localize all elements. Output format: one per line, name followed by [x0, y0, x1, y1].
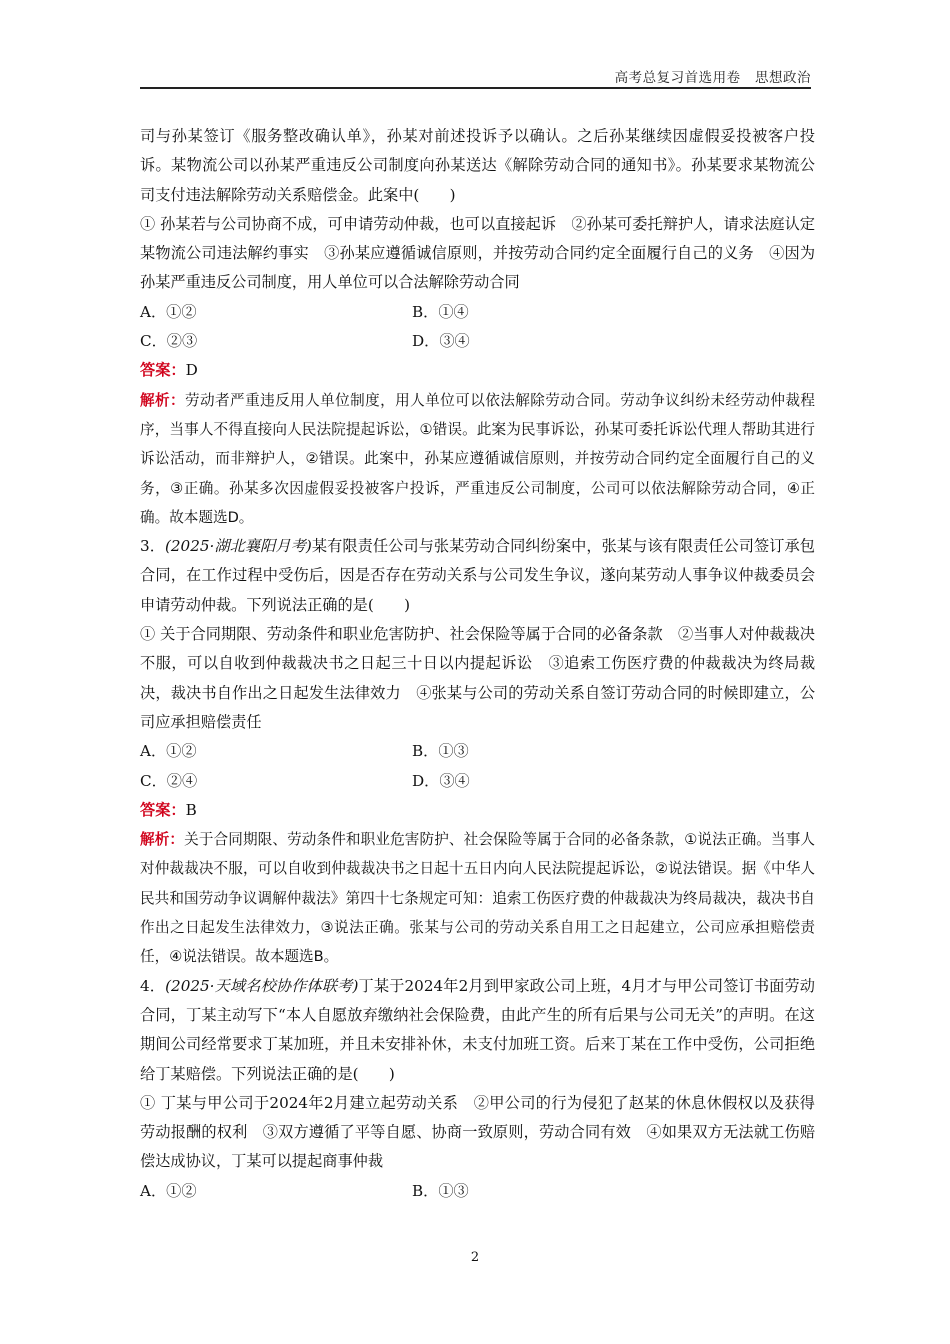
- q2-explanation-text: 劳动者严重违反用人单位制度，用人单位可以依法解除劳动合同。劳动争议纠纷未经劳动仲裁程序，当事人不得直接向人民法院提起诉讼，①错误。此案为民事诉讼，孙某可委托诉讼代理人帮助其进行诉讼活动，而非辩护人，②错误。此案中，孙某应遵循诚信原则，并按劳动合同约定全面履行自己的义务，③正确。孙某多次因虚假妥投被客户投诉，严重违反公司制度，公司可以依法解除劳动合同，④正确。故本题选D。: [140, 391, 815, 526]
- header-subject: 思想政治: [755, 70, 811, 86]
- q4-option-b: B．①③: [412, 1181, 469, 1200]
- header-title: 高考总复习首选用卷: [614, 70, 741, 86]
- q3-source: (2025·湖北襄阳月考): [164, 537, 312, 556]
- q2-option-c: C．②③: [140, 332, 198, 351]
- q3-options-row-2: [140, 767, 815, 796]
- q4-stem: [140, 972, 815, 1089]
- q2-answer: [140, 356, 815, 385]
- q2-statements: ① 孙某若与公司协商不成，可申请劳动仲裁，也可以直接起诉 ②孙某可委托辩护人，请求法庭认定某物流公司违法解约事实 ③孙某应遵循诚信原则，并按劳动合同约定全面履行自己的义务 ④因为孙某严重违反公司制度，用人单位可以合法解除劳动合同: [140, 214, 815, 292]
- q2-option-b: B．①④: [412, 302, 469, 321]
- q3-answer-label: 答案：: [140, 800, 186, 819]
- q3-option-d: D．③④: [412, 771, 470, 790]
- q3-explanation-text: 关于合同期限、劳动条件和职业危害防护、社会保险等属于合同的必备条款，①说法正确。当事人对仲裁裁决不服，可以自收到仲裁裁决书之日起十五日内向人民法院提起诉讼，②说法错误。据《中华人民共和国劳动争议调解仲裁法》第四十七条规定可知：追索工伤医疗费的仲裁裁决为终局裁决，裁决书自作出之日起发生法律效力，③说法正确。张某与公司的劳动关系自用工之日起建立，公司应承担赔偿责任，④说法错误。故本题选B。: [140, 831, 815, 966]
- q2-explanation-label: 解析：: [140, 391, 186, 409]
- page-number: 2: [470, 1250, 480, 1265]
- q2-options-row-2: [140, 327, 815, 356]
- q2-answer-label: 答案：: [140, 361, 186, 380]
- q3-stem: [140, 532, 815, 620]
- q2-explanation: [140, 386, 815, 532]
- page-content: [140, 122, 815, 1206]
- q2-options-row-1: [140, 298, 815, 327]
- header-rule: [140, 87, 811, 89]
- q3-explanation-label: 解析：: [140, 831, 185, 849]
- q3-answer-value: B: [185, 800, 197, 819]
- q4-stem-text: 丁某于2024年2月到甲家政公司上班，4月才与甲公司签订书面劳动合同，丁某主动写下“本人自愿放弃缴纳社会保险费，由此产生的所有后果与公司无关”的声明。在这期间公司经常要求丁某加班，并且未安排补休，未支付加班工资。后来丁某在工作中受伤，公司拒绝给丁某赔偿。下列说法正确的是( ): [140, 976, 815, 1083]
- q4-statements: ① 丁某与甲公司于2024年2月建立起劳动关系 ②甲公司的行为侵犯了赵某的休息休假权以及获得劳动报酬的权利 ③双方遵循了平等自愿、协商一致原则，劳动合同有效 ④如果双方无法就工伤赔偿达成协议，丁某可以提起商事仲裁: [140, 1093, 815, 1171]
- q3-explanation: [140, 825, 815, 971]
- q4-options-row-1: [140, 1177, 815, 1206]
- page-header: [140, 66, 811, 86]
- q4-source: (2025·天域名校协作体联考): [165, 976, 359, 995]
- q3-option-a: A．①②: [140, 742, 197, 761]
- q3-number: 3．: [140, 537, 165, 556]
- q3-options-row-1: [140, 737, 815, 766]
- q2-option-d: D．③④: [412, 332, 470, 351]
- q3-option-c: C．②④: [140, 771, 198, 790]
- q4-option-a: A．①②: [140, 1181, 197, 1200]
- q3-answer: [140, 796, 815, 825]
- q2-option-a: A．①②: [140, 302, 197, 321]
- q4-number: 4．: [140, 976, 166, 995]
- q3-stem-text: 某有限责任公司与张某劳动合同纠纷案中，张某与该有限责任公司签订承包合同，在工作过程中受伤后，因是否存在劳动关系与公司发生争议，遂向某劳动人事争议仲裁委员会申请劳动仲裁。下列说法正确的是( ): [140, 537, 815, 614]
- q3-option-b: B．①③: [412, 742, 469, 761]
- q2-stem: 司与孙某签订《服务整改确认单》，孙某对前述投诉予以确认。之后孙某继续因虚假妥投被客户投诉。某物流公司以孙某严重违反公司制度向孙某送达《解除劳动合同的通知书》。孙某要求某物流公司支付违法解除劳动关系赔偿金。此案中( ): [140, 127, 815, 204]
- q2-answer-value: D: [185, 361, 198, 380]
- q3-statements: ① 关于合同期限、劳动条件和职业危害防护、社会保险等属于合同的必备条款 ②当事人对仲裁裁决不服，可以自收到仲裁裁决书之日起三十日以内提起诉讼 ③追索工伤医疗费的仲裁裁决为终局裁决，裁决书自作出之日起发生法律效力 ④张某与公司的劳动关系自签订劳动合同的时候即建立，公司应承担赔偿责任: [140, 625, 815, 731]
